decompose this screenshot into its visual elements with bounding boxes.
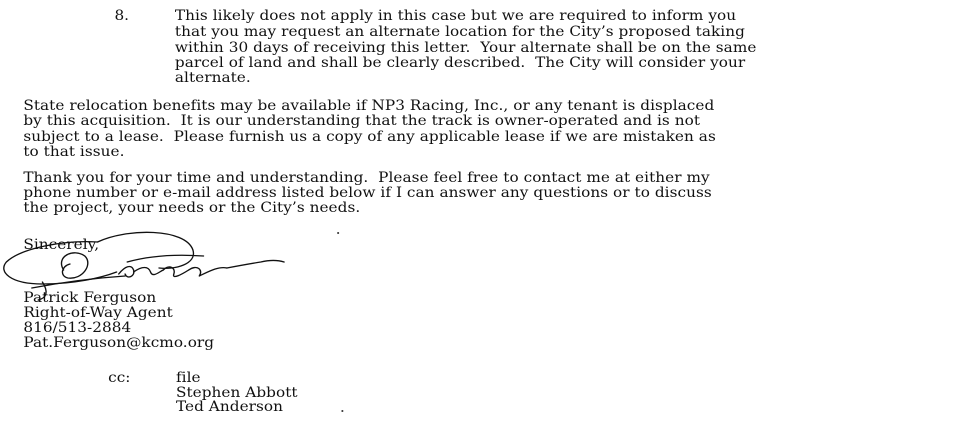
relocation-line-1: State relocation benefits may be available if NP3 Racing, Inc., or any tenant is displaced [23, 98, 715, 114]
relocation-line-2: by this acquisition. It is our understanding that the track is owner-operated and is not [23, 113, 701, 129]
scan-speck [337, 232, 339, 234]
signer-title: Right-of-Way Agent [23, 305, 173, 321]
relocation-line-3: subject to a lease. Please furnish us a copy of any applicable lease if we are mistaken as [23, 129, 716, 145]
cc-label: cc: [108, 370, 131, 386]
item-line-1: This likely does not apply in this case but we are required to inform you [174, 8, 737, 24]
thanks-line-2: phone number or e-mail address listed below if I can answer any questions or to discuss [23, 185, 712, 201]
cc-recipient-1: file [175, 370, 201, 386]
cc-recipient-2: Stephen Abbott [175, 385, 298, 401]
thanks-line-1: Thank you for your time and understanding. Please feel free to contact me at either my [23, 170, 710, 186]
relocation-line-4: to that issue. [23, 144, 125, 160]
cc-recipient-3: Ted Anderson [175, 399, 283, 415]
closing-text: Sincerely, [23, 237, 100, 253]
item-line-5: alternate. [174, 70, 251, 86]
thanks-line-3: the project, your needs or the City’s needs. [23, 200, 361, 216]
signer-email: Pat.Ferguson@kcmo.org [23, 335, 215, 351]
signer-name: Patrick Ferguson [23, 290, 157, 306]
item-number: 8. [114, 8, 130, 24]
item-line-3: within 30 days of receiving this letter. Your alternate shall be on the same [174, 40, 757, 56]
item-line-4: parcel of land and shall be clearly described. The City will consider your [174, 55, 746, 71]
item-line-2: that you may request an alternate location for the City’s proposed taking [174, 24, 745, 40]
signer-phone: 816/513-2884 [23, 320, 132, 336]
scan-speck [341, 410, 343, 412]
